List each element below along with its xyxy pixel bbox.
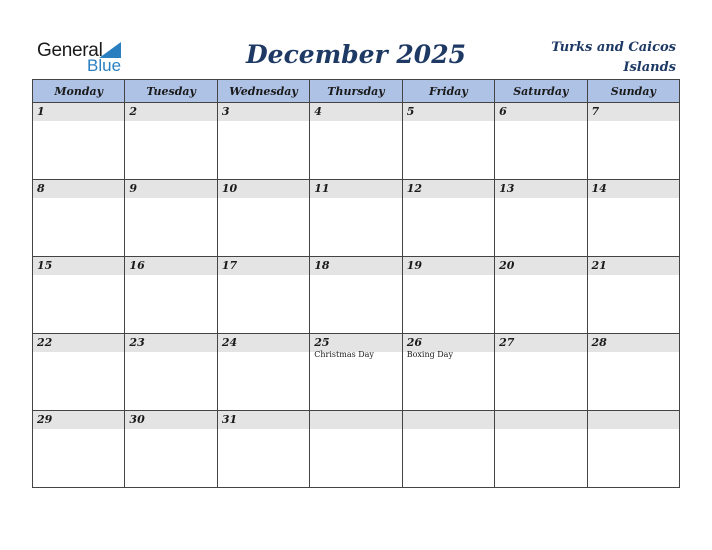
- day-number: 4: [310, 103, 401, 121]
- day-cell: [33, 103, 125, 180]
- day-cell: [310, 180, 402, 257]
- day-cell: [587, 180, 679, 257]
- day-cell: [495, 334, 587, 411]
- weekday-header-row: [33, 80, 680, 103]
- day-cell: [310, 257, 402, 334]
- day-cell: [587, 411, 679, 488]
- day-number: 29: [33, 411, 124, 429]
- holiday-label: Christmas Day: [314, 350, 374, 359]
- week-row: [33, 180, 680, 257]
- day-number: 22: [33, 334, 124, 352]
- day-number: 5: [403, 103, 494, 121]
- week-row: [33, 334, 680, 411]
- day-cell: [125, 257, 217, 334]
- day-cell: [495, 257, 587, 334]
- day-number: 26: [403, 334, 494, 352]
- day-number: 2: [125, 103, 216, 121]
- week-row: [33, 411, 680, 488]
- day-cell: [33, 257, 125, 334]
- day-cell: [402, 334, 494, 411]
- day-cell: [495, 103, 587, 180]
- day-number: 28: [588, 334, 679, 352]
- weekday-friday: Friday: [402, 80, 494, 103]
- day-number: 3: [218, 103, 309, 121]
- weekday-thursday: Thursday: [310, 80, 402, 103]
- day-cell: [125, 103, 217, 180]
- day-number: 10: [218, 180, 309, 198]
- day-number: [495, 411, 586, 429]
- day-cell: [310, 411, 402, 488]
- day-cell: [125, 180, 217, 257]
- day-number: 17: [218, 257, 309, 275]
- day-number: 12: [403, 180, 494, 198]
- day-number: 31: [218, 411, 309, 429]
- day-number: 9: [125, 180, 216, 198]
- holiday-label: Boxing Day: [406, 350, 453, 359]
- day-number: 20: [495, 257, 586, 275]
- day-number: 21: [588, 257, 679, 275]
- day-cell: [310, 334, 402, 411]
- day-number: 6: [495, 103, 586, 121]
- day-cell: [310, 103, 402, 180]
- day-number: 24: [218, 334, 309, 352]
- day-cell: [33, 334, 125, 411]
- day-number: 8: [33, 180, 124, 198]
- day-number: 30: [125, 411, 216, 429]
- day-cell: [402, 257, 494, 334]
- day-number: 15: [33, 257, 124, 275]
- brand-word-general: General: [37, 40, 103, 61]
- day-cell: [125, 411, 217, 488]
- day-number: 19: [403, 257, 494, 275]
- day-number: 11: [310, 180, 401, 198]
- day-number: 16: [125, 257, 216, 275]
- day-number: [588, 411, 679, 429]
- day-cell: [217, 257, 309, 334]
- day-cell: [587, 257, 679, 334]
- day-cell: [217, 411, 309, 488]
- day-number: 18: [310, 257, 401, 275]
- day-number: [403, 411, 494, 429]
- day-cell: [125, 334, 217, 411]
- day-number: 14: [588, 180, 679, 198]
- week-row: [33, 257, 680, 334]
- day-number: 25: [310, 334, 401, 352]
- day-cell: [402, 411, 494, 488]
- weekday-monday: Monday: [33, 80, 125, 103]
- day-cell: [33, 411, 125, 488]
- day-number: 1: [33, 103, 124, 121]
- country-name: Turks and Caicos Islands: [551, 40, 676, 75]
- day-cell: [217, 334, 309, 411]
- week-row: [33, 103, 680, 180]
- day-cell: [587, 103, 679, 180]
- day-number: 7: [588, 103, 679, 121]
- brand-word-blue: Blue: [87, 56, 122, 75]
- day-cell: [495, 411, 587, 488]
- day-cell: [587, 334, 679, 411]
- weekday-wednesday: Wednesday: [217, 80, 309, 103]
- calendar-grid: [32, 79, 680, 488]
- day-cell: [33, 180, 125, 257]
- calendar-title: December 2025: [245, 40, 466, 69]
- weekday-tuesday: Tuesday: [125, 80, 217, 103]
- weekday-sunday: Sunday: [587, 80, 679, 103]
- day-number: 23: [125, 334, 216, 352]
- weekday-saturday: Saturday: [495, 80, 587, 103]
- day-cell: [402, 103, 494, 180]
- day-cell: [217, 103, 309, 180]
- day-number: 27: [495, 334, 586, 352]
- day-cell: [402, 180, 494, 257]
- day-cell: [495, 180, 587, 257]
- day-number: 13: [495, 180, 586, 198]
- day-number: [310, 411, 401, 429]
- day-cell: [217, 180, 309, 257]
